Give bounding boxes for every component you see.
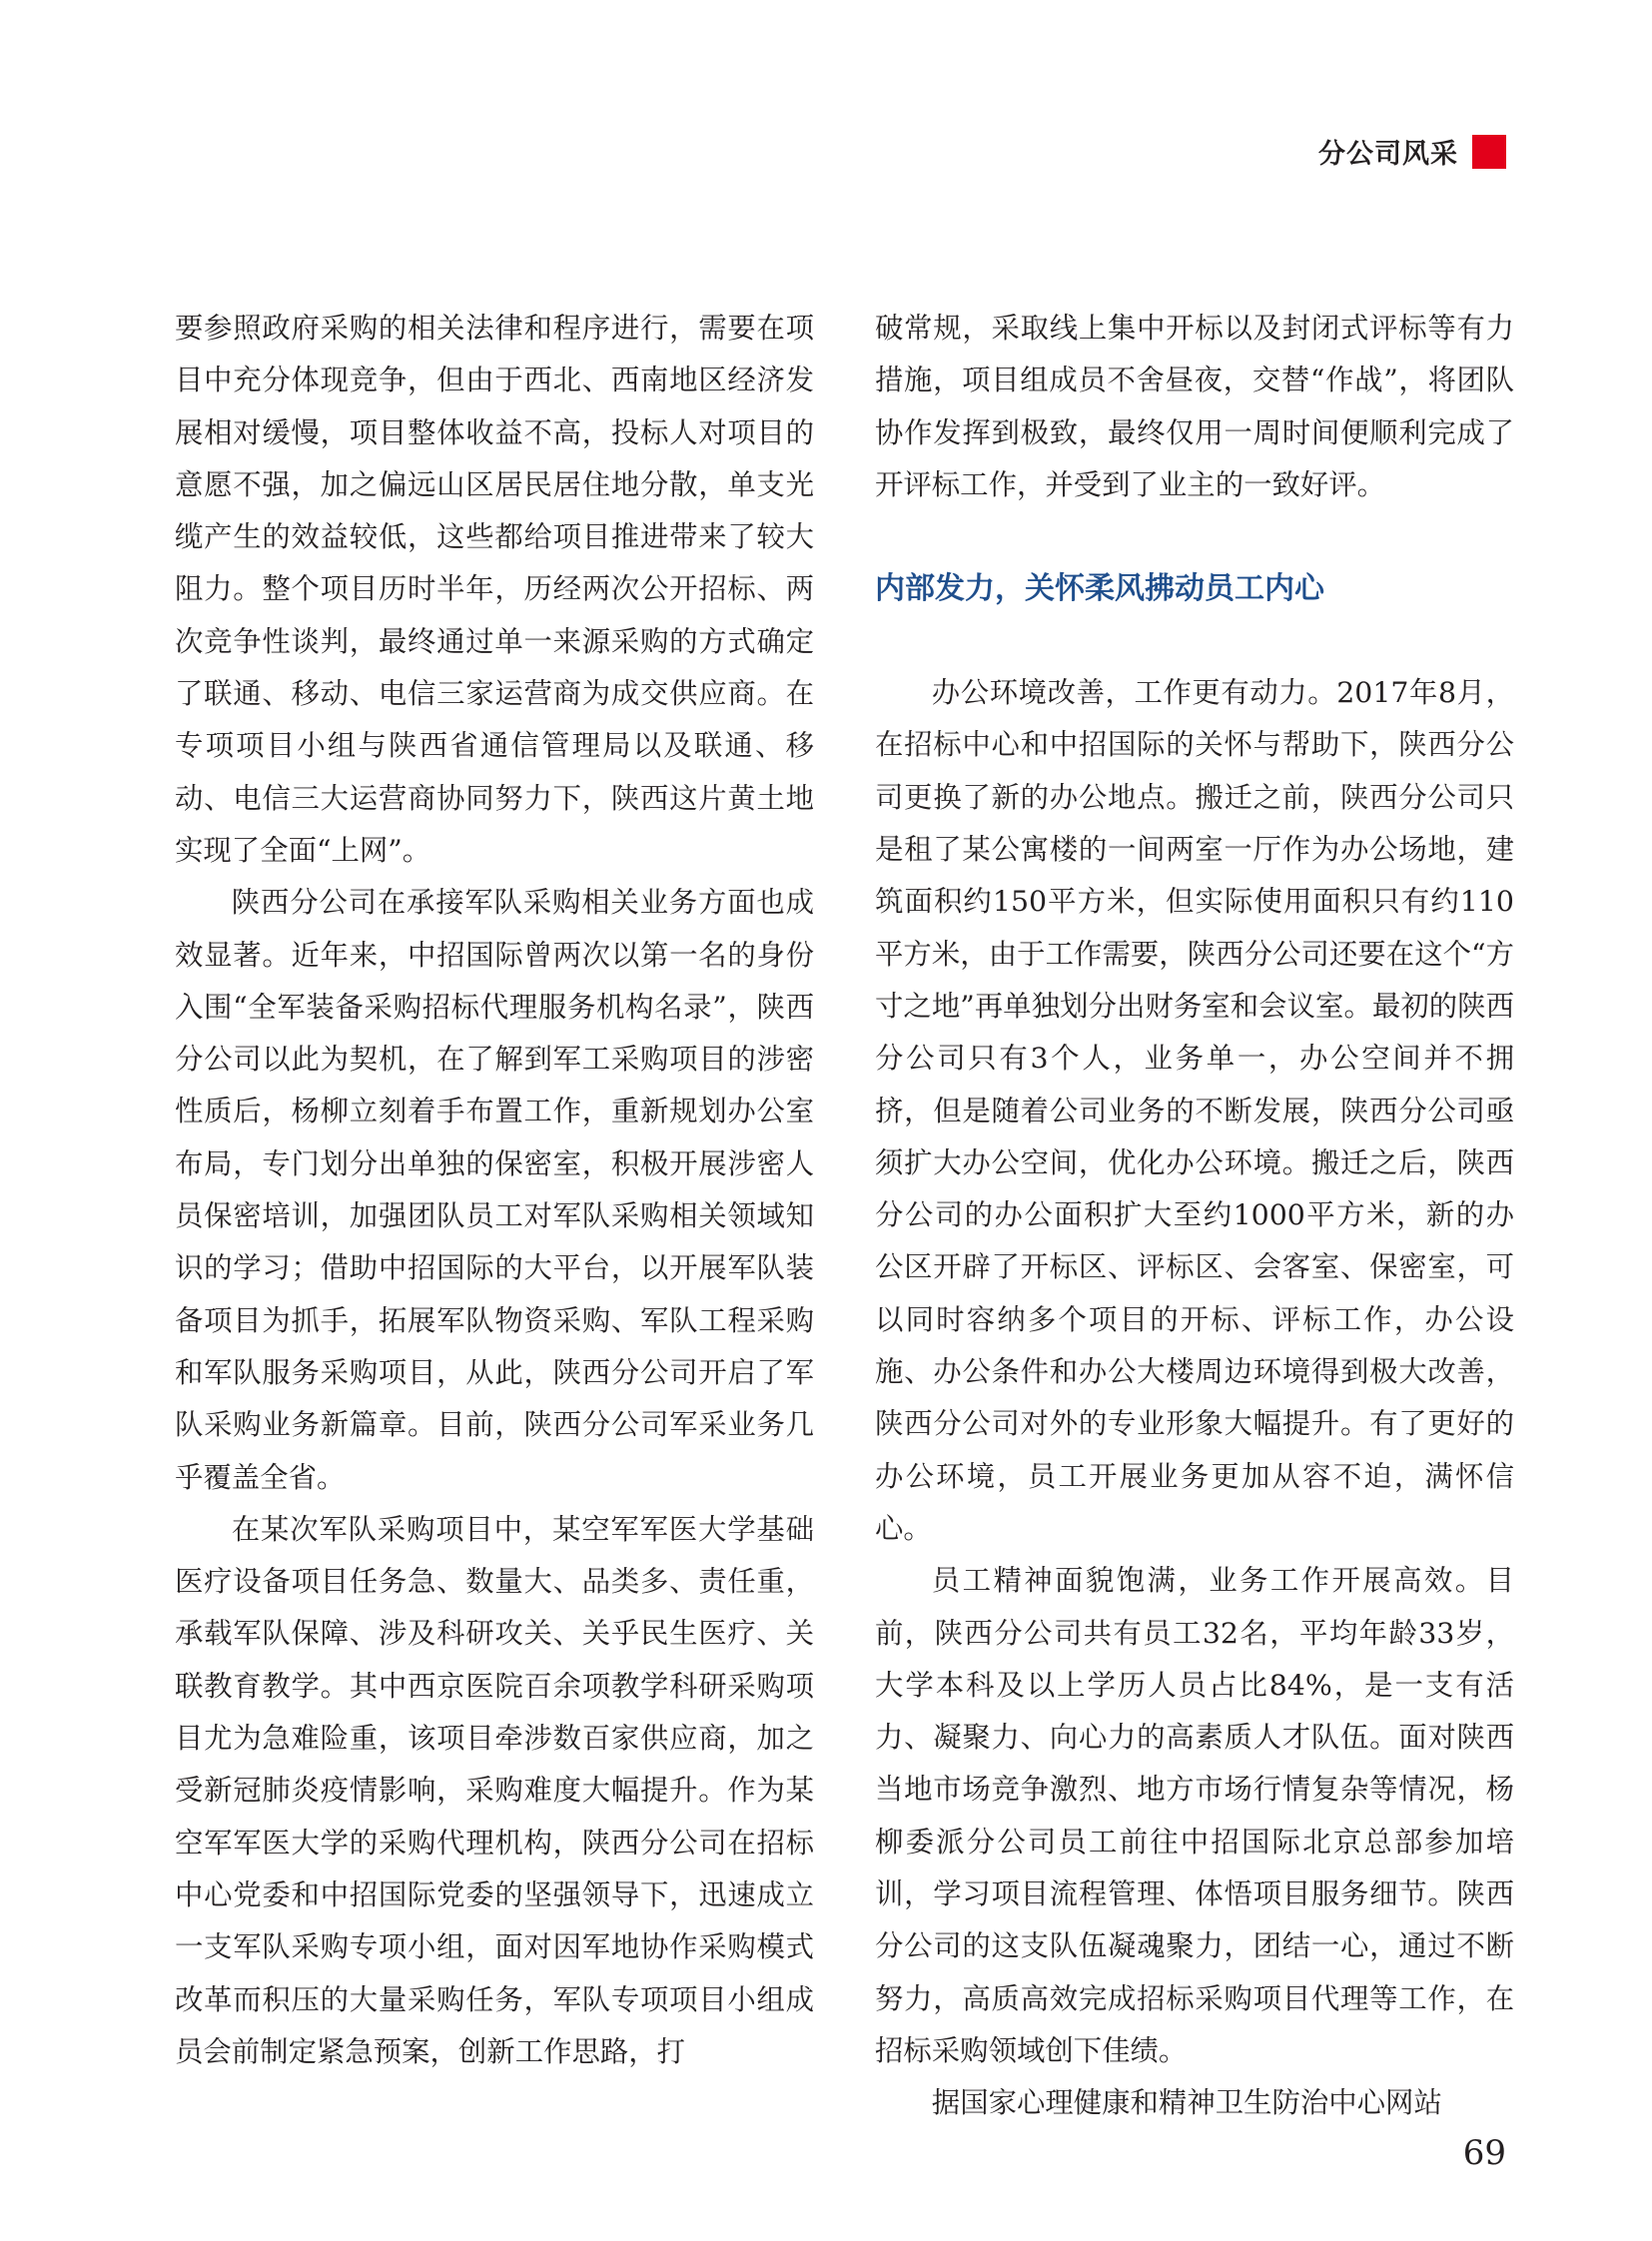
body-paragraph: 员工精神面貌饱满，业务工作开展高效。目前，陕西分公司共有员工32名，平均年龄33岁，大学本科及以上学历人员占比84%，是一支有活力、凝聚力、向心力的高素质人才队伍。面对陕西当地市场竞争激烈、地方市场行情复杂等情况，杨柳委派分公司员工前往中招国际北京总部参加培训，学习项目流程管理、体悟项目服务细节。陕西分公司的这支队伍凝魂聚力，团结一心，通过不断努力，高质高效完成招标采购项目代理等工作，在招标采购领域创下佳绩。 bbox=[875, 1564, 1514, 2067]
body-paragraph: 办公环境改善，工作更有动力。2017年8月，在招标中心和中招国际的关怀与帮助下，陕西分公司更换了新的办公地点。搬迁之前，陕西分公司只是租了某公寓楼的一间两室一厅作为办公场地，建筑面积约150平方米，但实际使用面积只有约110平方米，由于工作需要，陕西分公司还要在这个“方寸之地”再单独划分出财务室和会议室。最初的陕西分公司只有3个人，业务单一，办公空间并不拥挤，但是随着公司业务的不断发展，陕西分公司亟须扩大办公空间，优化办公环境。搬迁之后，陕西分公司的办公面积扩大至约1000平方米，新的办公区开辟了开标区、评标区、会客室、保密室，可以同时容纳多个项目的开标、评标工作，办公设施、办公条件和办公大楼周边环境得到极大改善，陕西分公司对外的专业形象大幅提升。有了更好的办公环境，员工开展业务更加从容不迫，满怀信心。 bbox=[875, 676, 1514, 1545]
running-header bbox=[1318, 132, 1506, 171]
body-paragraph: 在某次军队采购项目中，某空军军医大学基础医疗设备项目任务急、数量大、品类多、责任重，承载军队保障、涉及科研攻关、关乎民生医疗、关联教育教学。其中西京医院百余项教学科研采购项目尤为急难险重，该项目牵涉数百家供应商，加之受新冠肺炎疫情影响，采购难度大幅提升。作为某空军军医大学的采购代理机构，陕西分公司在招标中心党委和中招国际党委的坚强领导下，迅速成立一支军队采购专项小组，面对因军地协作采购模式改革而积压的大量采购任务，军队专项项目小组成员会前制定紧急预案，创新工作思路，打 bbox=[175, 1512, 814, 2068]
right-column bbox=[875, 303, 1514, 2130]
body-paragraph: 破常规，采取线上集中开标以及封闭式评标等有力措施，项目组成员不舍昼夜，交替“作战”，将团队协作发挥到极致，最终仅用一周时间便顺利完成了开评标工作，并受到了业主的一致好评。 bbox=[875, 312, 1514, 501]
body-paragraph: 陕西分公司在承接军队采购相关业务方面也成效显著。近年来，中招国际曾两次以第一名的身份入围“全军装备采购招标代理服务机构名录”，陕西分公司以此为契机，在了解到军工采购项目的涉密性质后，杨柳立刻着手布置工作，重新规划办公室布局，专门划分出单独的保密室，积极开展涉密人员保密培训，加强团队员工对军队采购相关领域知识的学习；借助中招国际的大平台，以开展军队装备项目为抓手，拓展军队物资采购、军队工程采购和军队服务采购项目，从此，陕西分公司开启了军队采购业务新篇章。目前，陕西分公司军采业务几乎覆盖全省。 bbox=[175, 886, 814, 1494]
section-heading: 内部发力，关怀柔风拂动员工内心 bbox=[875, 571, 1324, 607]
left-column bbox=[175, 303, 814, 2078]
body-paragraph: 据国家心理健康和精神卫生防治中心网站 bbox=[931, 2086, 1442, 2120]
body-paragraph: 要参照政府采购的相关法律和程序进行，需要在项目中充分体现竞争，但由于西北、西南地区经济发展相对缓慢，项目整体收益不高，投标人对项目的意愿不强，加之偏远山区居民居住地分散，单支光缆产生的效益较低，这些都给项目推进带来了较大阻力。整个项目历时半年，历经两次公开招标、两次竞争性谈判，最终通过单一来源采购的方式确定了联通、移动、电信三家运营商为成交供应商。在专项项目小组与陕西省通信管理局以及联通、移动、电信三大运营商协同努力下，陕西这片黄土地实现了全面“上网”。 bbox=[175, 312, 814, 867]
red-square-marker bbox=[1472, 135, 1506, 169]
page-number: 69 bbox=[1462, 2133, 1506, 2173]
section-label: 分公司风采 bbox=[1318, 139, 1458, 170]
